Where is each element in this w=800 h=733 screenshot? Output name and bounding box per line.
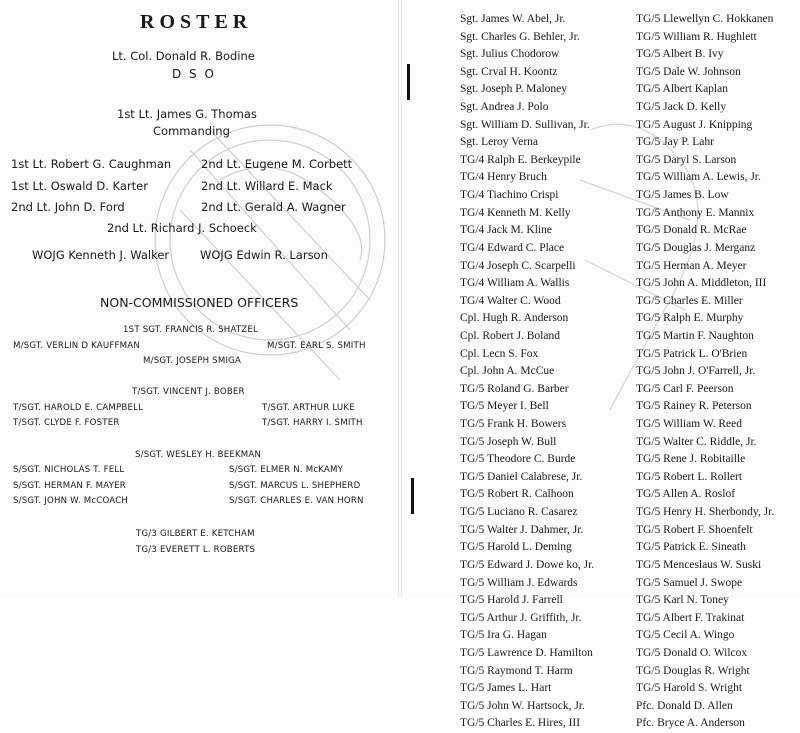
roster-entry: TG/5 Anthony E. Mannix: [636, 206, 755, 219]
roster-entry: TG/5 Patrick L. O'Brien: [636, 347, 748, 360]
roster-entry: TG/5 Douglas J. Merganz: [636, 241, 756, 254]
officer-name: 2nd Lt. John D. Ford: [11, 200, 125, 214]
roster-entry: TG/5 Ira G. Hagan: [460, 629, 547, 642]
roster-entry: TG/5 Albert F. Trakinat: [636, 611, 745, 624]
officer-name: 2nd Lt. Richard J. Schoeck: [107, 221, 257, 235]
nco-name: T/SGT. CLYDE F. FOSTER: [13, 418, 120, 428]
nco-name: TG/3 EVERETT L. ROBERTS: [136, 545, 256, 555]
nco-name: S/SGT. ELMER N. McKAMY: [229, 465, 344, 475]
nco-name: M/SGT. EARL S. SMITH: [267, 341, 366, 351]
book-gutter: [398, 0, 402, 598]
roster-entry: TG/5 Samuel J. Swope: [636, 576, 743, 589]
roster-entry: TG/4 Kenneth M. Kelly: [460, 206, 571, 219]
roster-entry: TG/5 Frank H. Bowers: [460, 418, 567, 431]
roster-entry: TG/4 Ralph E. Berkeypile: [460, 153, 581, 166]
nco-name: S/SGT. JOHN W. McCOACH: [13, 496, 129, 506]
roster-entry: Sgt. Crval H. Koontz: [460, 65, 558, 78]
commander-name: Lt. Col. Donald R. Bodine: [112, 49, 255, 63]
roster-entry: TG/5 Jay P. Lahr: [636, 136, 714, 149]
warrant-officer-name: WOJG Edwin R. Larson: [200, 248, 328, 262]
roster-entry: Cpl. John A. McCue: [460, 365, 555, 378]
binding-mark: [407, 64, 410, 100]
roster-entry: TG/5 Donald R. McRae: [636, 224, 747, 237]
roster-entry: TG/5 Herman A. Meyer: [636, 259, 747, 272]
nco-name: S/SGT. WESLEY H. BEEKMAN: [135, 450, 262, 460]
roster-entry: TG/5 James B. Low: [636, 189, 729, 202]
commanding-officer-name: 1st Lt. James G. Thomas: [117, 107, 257, 121]
roster-entry: TG/5 Menceslaus W. Suski: [636, 558, 762, 571]
nco-name: T/SGT. VINCENT J. BOBER: [132, 387, 245, 397]
roster-entry: TG/5 Harold J. Farrell: [460, 594, 563, 607]
roster-entry: TG/5 Patrick E. Sineath: [636, 541, 746, 554]
roster-entry: Sgt. Leroy Verna: [460, 136, 539, 149]
roster-entry: TG/5 Rene J. Robitaille: [636, 453, 746, 466]
roster-entry: TG/4 Joseph C. Scarpelli: [460, 259, 576, 272]
roster-entry: Sgt. Joseph P. Maloney: [460, 83, 568, 96]
warrant-officer-name: WOJG Kenneth J. Walker: [32, 248, 170, 262]
roster-entry: TG/5 Raymond T. Harm: [460, 664, 573, 677]
enlisted-roster-column-1: [460, 11, 594, 733]
left-page: [0, 0, 400, 598]
officer-name: 1st Lt. Oswald D. Karter: [11, 179, 148, 193]
enlisted-roster-column-2: [636, 11, 774, 733]
roster-entry: Sgt. Andrea J. Polo: [460, 101, 549, 114]
roster-entry: TG/4 William A. Wallis: [460, 277, 570, 290]
roster-entry: TG/5 Joseph W. Bull: [460, 435, 557, 448]
roster-entry: TG/5 Henry H. Sherbondy, Jr.: [636, 506, 775, 519]
roster-entry: TG/5 Walter C. Riddle, Jr.: [636, 435, 757, 448]
roster-entry: TG/5 Albert B. Ivy: [636, 48, 724, 61]
roster-entry: TG/5 Dale W. Johnson: [636, 65, 741, 78]
officer-name: 2nd Lt. Gerald A. Wagner: [201, 200, 346, 214]
roster-entry: TG/5 Theodore C. Burde: [460, 453, 576, 466]
roster-entry: TG/5 Harold L. Deming: [460, 541, 572, 554]
roster-entry: TG/4 Edward C. Place: [460, 241, 565, 254]
roster-entry: TG/5 John A. Middleton, III: [636, 277, 767, 290]
roster-entry: Cpl. Robert J. Boland: [460, 329, 560, 342]
roster-entry: TG/4 Jack M. Kline: [460, 224, 552, 237]
roster-entry: TG/5 Charles E. Hires, III: [460, 717, 581, 730]
roster-entry: TG/5 John J. O'Farrell, Jr.: [636, 365, 756, 378]
nco-name: 1ST SGT. FRANCIS R. SHATZEL: [123, 325, 259, 335]
roster-entry: TG/5 Albert Kaplan: [636, 83, 728, 96]
roster-entry: TG/5 Donald O. Wilcox: [636, 646, 748, 659]
roster-entry: TG/5 Cecil A. Wingo: [636, 629, 735, 642]
officer-name: 2nd Lt. Willard E. Mack: [201, 179, 333, 193]
roster-entry: TG/5 John W. Hartsock, Jr.: [460, 699, 585, 712]
roster-entry: TG/5 William W. Reed: [636, 418, 743, 431]
roster-entry: TG/5 Allen A. Roslof: [636, 488, 736, 501]
roster-entry: Sgt. James W. Abel, Jr.: [460, 13, 566, 25]
nco-name: T/SGT. HAROLD E. CAMPBELL: [13, 403, 144, 413]
roster-entry: TG/5 Rainey R. Peterson: [636, 400, 752, 413]
roster-entry: Cpl. Hugh R. Anderson: [460, 312, 569, 325]
roster-entry: TG/5 Harold S. Wright: [636, 682, 743, 695]
roster-entry: Sgt. Charles G. Behler, Jr.: [460, 30, 580, 43]
officer-name: 2nd Lt. Eugene M. Corbett: [201, 157, 353, 171]
roster-entry: TG/5 Douglas R. Wright: [636, 664, 750, 677]
roster-entry: TG/5 Luciano R. Casarez: [460, 506, 578, 519]
roster-entry: TG/5 Carl F. Peerson: [636, 382, 734, 395]
roster-entry: TG/5 Ralph E. Murphy: [636, 312, 744, 325]
roster-entry: TG/5 August J. Knipping: [636, 118, 753, 131]
nco-name: M/SGT. VERLIN D KAUFFMAN: [13, 341, 140, 351]
roster-entry: TG/5 Robert L. Rollert: [636, 470, 743, 483]
roster-entry: Sgt. Julius Chodorow: [460, 48, 560, 61]
roster-entry: TG/5 William J. Edwards: [460, 576, 578, 589]
roster-entry: TG/4 Tiachino Crispi: [460, 189, 559, 202]
roster-entry: TG/5 Daryl S. Larson: [636, 153, 737, 166]
roster-entry: Pfc. Donald D. Allen: [636, 699, 733, 712]
roster-entry: TG/5 Meyer I. Bell: [460, 400, 549, 413]
roster-entry: TG/5 Jack D. Kelly: [636, 101, 727, 114]
right-page: [400, 0, 800, 730]
roster-entry: TG/4 Walter C. Wood: [460, 294, 561, 307]
commander-award: D S O: [172, 67, 216, 81]
roster-entry: TG/5 Robert R. Calhoon: [460, 488, 574, 501]
roster-entry: TG/5 Karl N. Toney: [636, 594, 729, 607]
nco-name: S/SGT. HERMAN F. MAYER: [13, 481, 126, 491]
roster-entry: TG/5 William R. Hughlett: [636, 30, 757, 43]
commanding-label: Commanding: [153, 124, 230, 138]
nco-name: S/SGT. NICHOLAS T. FELL: [13, 465, 125, 475]
roster-entry: TG/5 James L. Hart: [460, 682, 552, 695]
binding-mark: [411, 478, 414, 514]
roster-entry: Pfc. Bryce A. Anderson: [636, 717, 745, 730]
roster-entry: Sgt. William D. Sullivan, Jr.: [460, 118, 590, 131]
officer-name: 1st Lt. Robert G. Caughman: [11, 157, 172, 171]
nco-name: M/SGT. JOSEPH SMIGA: [143, 356, 242, 366]
roster-entry: TG/5 Charles E. Miller: [636, 294, 743, 307]
roster-entry: TG/5 Llewellyn C. Hokkanen: [636, 13, 774, 25]
roster-entry: Cpl. Lecn S. Fox: [460, 347, 539, 360]
roster-entry: TG/5 Arthur J. Griffith, Jr.: [460, 611, 582, 624]
roster-entry: TG/5 Walter J. Dahmer, Jr.: [460, 523, 584, 536]
nco-name: S/SGT. MARCUS L. SHEPHERD: [229, 481, 361, 491]
roster-entry: TG/5 Lawrence D. Hamilton: [460, 646, 593, 659]
nco-name: TG/3 GILBERT E. KETCHAM: [136, 529, 255, 539]
nco-name: T/SGT. ARTHUR LUKE: [262, 403, 355, 413]
roster-entry: TG/5 Daniel Calabrese, Jr.: [460, 470, 583, 483]
roster-entry: TG/5 Roland G. Barber: [460, 382, 569, 395]
roster-entry: TG/5 Robert F. Shoenfelt: [636, 523, 753, 536]
nco-heading: NON-COMMISSIONED OFFICERS: [100, 295, 299, 310]
roster-entry: TG/5 Martin F. Naughton: [636, 329, 754, 342]
roster-entry: TG/4 Henry Bruch: [460, 171, 547, 184]
nco-name: S/SGT. CHARLES E. VAN HORN: [229, 496, 364, 506]
nco-name: T/SGT. HARRY I. SMITH: [262, 418, 363, 428]
roster-entry: TG/5 William A. Lewis, Jr.: [636, 171, 761, 184]
roster-title: ROSTER: [140, 11, 253, 33]
roster-entry: TG/5 Edward J. Dowe ko, Jr.: [460, 558, 595, 571]
